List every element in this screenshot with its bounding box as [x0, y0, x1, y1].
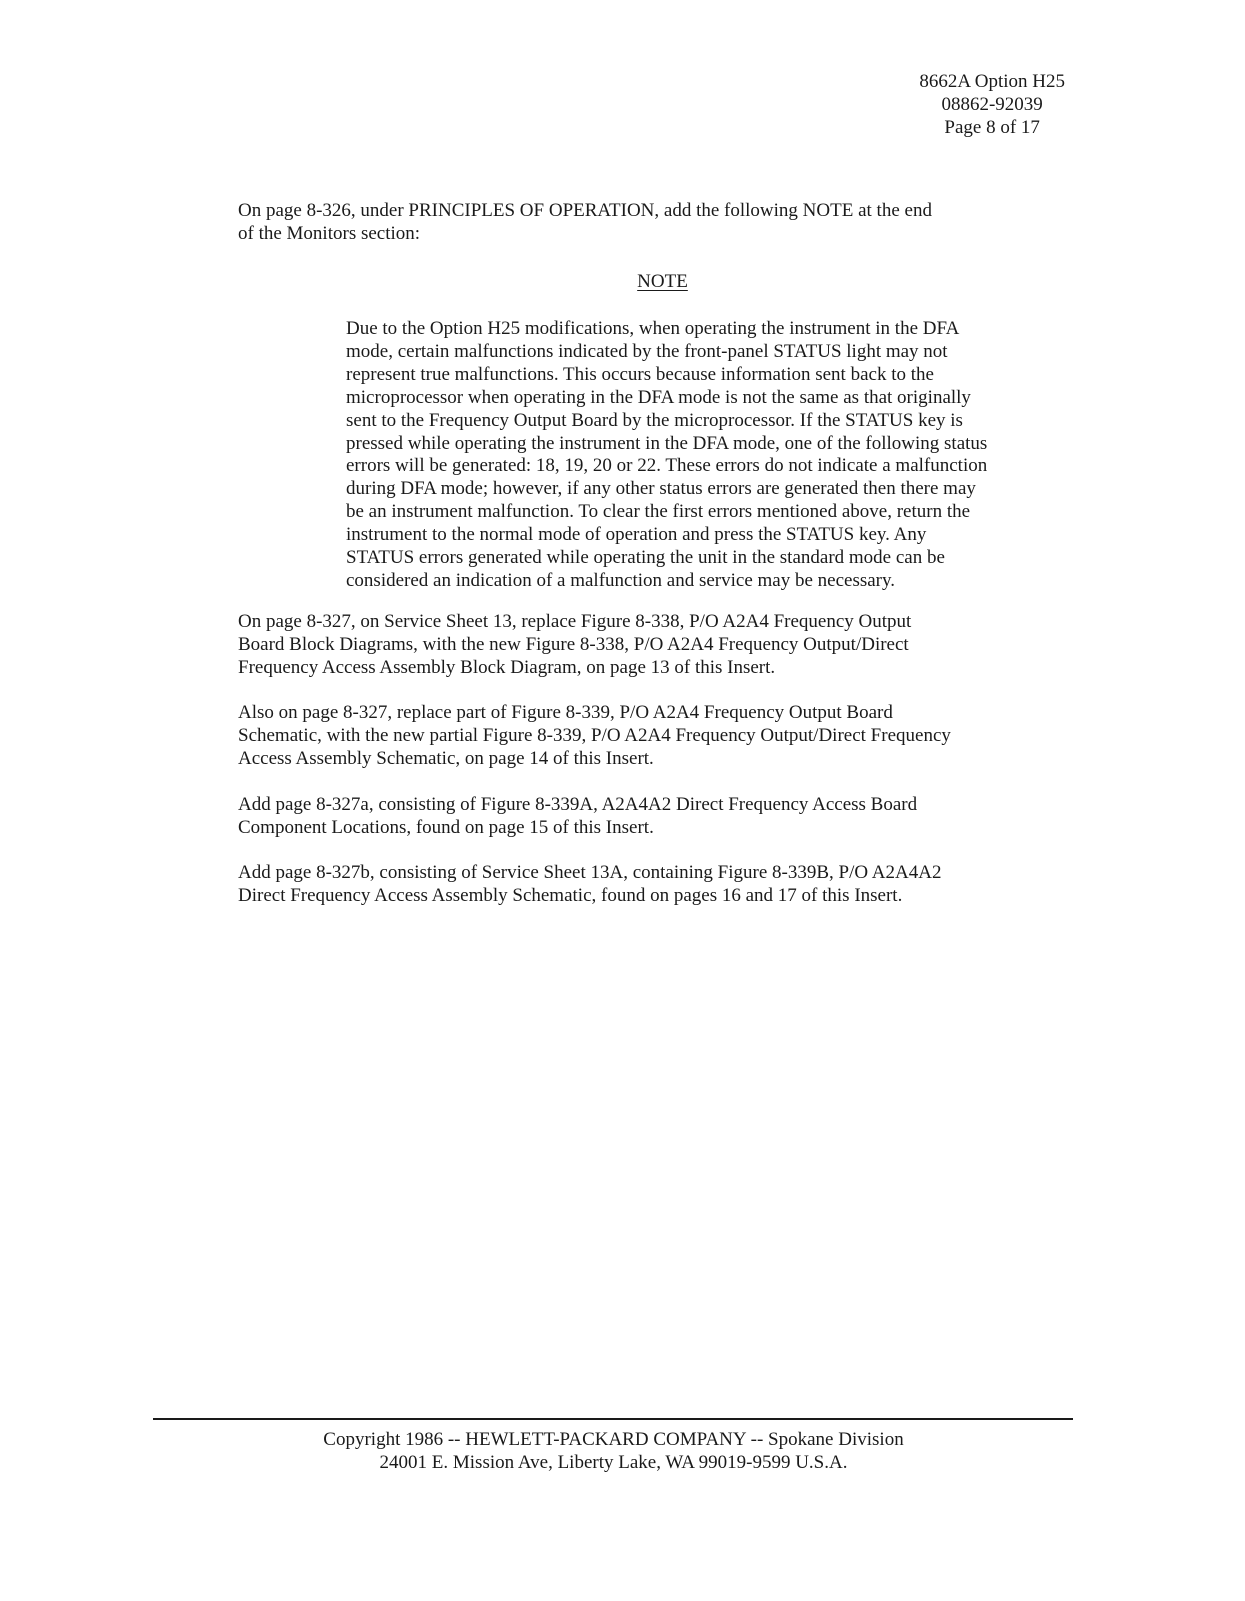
page-8-327a-paragraph: Add page 8-327a, consisting of Figure 8-339A, A2A4A2 Direct Frequency Access Board Component Locations, found on page 15 of this Insert. — [238, 794, 918, 839]
page-number: Page 8 of 17 — [944, 117, 1040, 138]
note-title: NOTE — [637, 271, 688, 292]
page-header — [919, 70, 1065, 139]
figure-8-339-paragraph: Also on page 8-327, replace part of Figure 8-339, P/O A2A4 Frequency Output Board Schematic, with the new partial Figure 8-339, P/O A2A4 Frequency Output/Direct Frequency Access Assembly Schematic, on page 14 of this Insert. — [238, 702, 951, 770]
address-line: 24001 E. Mission Ave, Liberty Lake, WA 99019-9599 U.S.A. — [379, 1452, 848, 1473]
page-8-327b-paragraph: Add page 8-327b, consisting of Service Sheet 13A, containing Figure 8-339B, P/O A2A4A2 Direct Frequency Access Assembly Schematic, found on pages 16 and 17 of this Insert. — [238, 862, 942, 907]
model-label: 8662A Option H25 — [919, 71, 1065, 92]
note-body: Due to the Option H25 modifications, when operating the instrument in the DFA mode, certain malfunctions indicated by the front-panel STATUS light may not represent true malfunctions. This occurs because information sent back to the microprocessor when operating in the DFA mode is not the same as that originally sent to the Frequency Output Board by the microprocessor. If the STATUS key is pressed while operating the instrument in the DFA mode, one of the following status errors will be generated: 18, 19, 20 or 22. These errors do not indicate a malfunction during DFA mode; however, if any other status errors are generated then there may be an instrument malfunction. To clear the first errors mentioned above, return the instrument to the normal mode of operation and press the STATUS key. Any STATUS errors generated while operating the unit in the standard mode can be considered an indication of a malfunction and service may be necessary. — [346, 318, 988, 591]
copyright-line: Copyright 1986 -- HEWLETT-PACKARD COMPANY -- Spokane Division — [323, 1429, 904, 1450]
footer-divider — [153, 1418, 1073, 1420]
service-sheet-13-paragraph: On page 8-327, on Service Sheet 13, replace Figure 8-338, P/O A2A4 Frequency Output Board Block Diagrams, with the new Figure 8-338, P/O A2A4 Frequency Output/Direct Frequency Access Assembly Block Diagram, on page 13 of this Insert. — [238, 611, 912, 679]
page-footer — [0, 1428, 1227, 1474]
part-number: 08862-92039 — [941, 94, 1043, 115]
intro-paragraph: On page 8-326, under PRINCIPLES OF OPERATION, add the following NOTE at the end of the Monitors section: — [238, 200, 932, 245]
